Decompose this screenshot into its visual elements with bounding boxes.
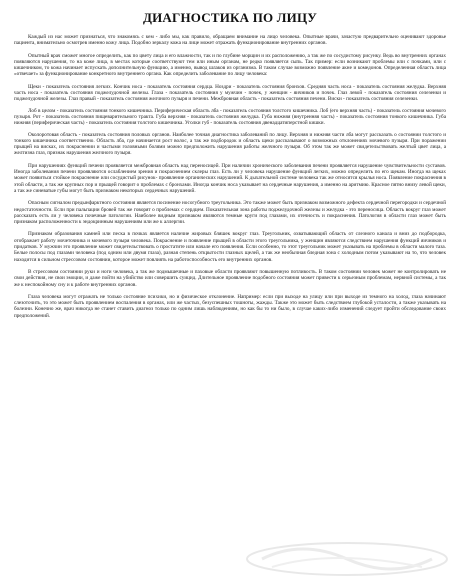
paragraph-doctor: Опытный врач сможет многое определить, как по цвету лица и его влажности, так и по глубине морщин и их расположению, а так же по сосудистому рисунку. Ведь во внутренних органах появляются нарушения, то на коже лица, в местах которые соответствуют тем или иным органам, не редко появляется сыпь. Так пример: если возникают проблемы или с почками, или с кишечником, то кожа начинает испускать дополнительную функцию, а именно, вывод шлаков из организма. В таком случае возможно появление акне и комедонов. Определенная область лица «отвечает» за функционирование конкретного внутреннего органа. Как определить заболевание по лицу человека: <box>14 52 446 78</box>
page-title: ДИАГНОСТИКА ПО ЛИЦУ <box>142 10 318 25</box>
paragraph-eyes: Глаза человека могут отражать не только состояние психики, но и физическое отклонение. Например: если при выходе на улицу или при выходе из темного на холод, глаза начинают слезоточить, то это может быть проявлением воспаления в органах, или же частых, безуспешных тошноты, жажды. Также это может быть следствием глубокой усталости, а также указывать на болезни. Конечно же, врач никогда не станет ставить диагноз только по одним лишь наблюдениям, но как бы то ни было, в случае каких-либо изменений следует пройти обследование своих предположений. <box>14 293 446 319</box>
paragraph-forehead: Лоб в целом - показатель состояния тонкого кишечника. Периферическая область лба - показатель состояния толстого кишечника. Лоб (его верхняя часть) - показатель состояния мочевого пузыря. Рот - показатель состояния пищеварительного тракта. Губа верхняя - показатель состояния желудка. Губа нижняя (внутренняя часть) - показатель состояния тонкого кишечника. Губа нижняя (периферическая часть) - показатель состояния толстого кишечника. Уголки губ - показатель состояния двенадцатиперстной кишки. <box>14 107 446 127</box>
paragraph-face-zones: Щеки - показатель состояния легких. Кончик носа - показатель состояния сердца. Ноздри - показатель состояния бронхов. Средняя часть носа - показатель состояния желудка. Верхняя часть носа - показатель состояния поджелудочной железы. Глаза - показатель состояния у мужчин - почек, у женщин - яичников и почек. Глаз левой - показатель состояния селезенки и поджелудочной железы. Глаз правый - показатель состояния желчного пузыря и печени. Межбровная область - показатель состояния печени. Виски - показатель состояния селезенки. <box>14 83 446 103</box>
paragraph-liver: При нарушениях функций печени проявляется межбровная область над переносицей. При наличии хронического заболевания печени проявляется нарушение чувствительности суставов. Иногда заболевания печени проявляются ослаблением зрения и покраснением склеры глаз. Есть ли у человека нарушение функций легких, можно определить по его щекам. Иногда на щеках может появиться стойкое покраснение или сосудистый рисунок- проявление органических нарушений. К дыхательной системе человека так же относятся крылья носа. Появление покраснения в этой области, а так же крупных пор и прыщей говорит о проблемах с бронхами. Иногда кончик носа указывает на сердечные нарушения, а именно на аритмию. Красное пятно внизу левой щеки, а так же синеватые губы могут быть признаком некоторых сердечных нарушений. <box>14 162 446 194</box>
paragraph-stress: В стрессовом состоянии руки и ноги человека, а так же подмышечные и паховые области проявляют повышенную потливость. В таком состоянии человек может не контролировать не свои действия, не свои эмоции, и даже пойти на убийство или совершить суицид. Длительное проявление подобного состояния может привести к серьезным проблемам, нервной системы, а так же к неспокойному сну и к работе внутренних органов. <box>14 268 446 288</box>
paragraph-intro: Каждый из нас может признаться, что знакомясь с кем - либо мы, как правило, обращаем внимание на лицо человека. Опытные врачи, зачастую предварительно оценивают здоровье пациента, внимательно осмотрев именно кожу лица. Подобно зеркалу кожа на лице может отражать функционирование внутренних органов. <box>14 34 446 47</box>
watermark-logo <box>242 537 452 579</box>
paragraph-mouth-area: Околоротовая область - показатель состояния половых органов. Наиболее точная диагностика заболеваний по лицу. Верхняя и нижняя части лба могут рассказать о состоянии толстого и тонкого кишечника соответственно. Область лба, где начинается рост волос, а так же подбородок и область щеки рассказывают о возможных отклонениях мочевого пузыря. При поражении прыщей на висках, их покраснении и частыми головными болями можно предположить нарушения работы желчного пузыря. Об этом так же может свидетельствовать желтый цвет лица, а желтизна глаз, признак нарушения желчного пузыря. <box>14 131 446 157</box>
paragraph-heart: Опасным сигналом предынфарктного состояния является посинение носогубного треугольника. Это также может быть признаком возможного дефекта сердечной перегородки и сердечной недостаточности. Если при пальпации бровей так же говорят о проблемах с сердцем. Показательная зона работы поджелудочной железы и желудка - это переносица. Область вокруг глаз может рассказать есть ли у человека почечные патологии. Наиболее видным признаком являются темные круги под глазами, их отечность и покраснения. Патология в области глаз может быть признаком расположенности к эндокринным нарушениям или же к аллергии. <box>14 200 446 226</box>
paragraph-kidneys: Признаком образования камней или песка в почках является наличие жировых бляшек вокруг глаз. Треугольник, охватывающий область от слезного канала и вниз до подбородка, отображает работу мочеточника и мочевого пузыря человека. Покраснение и появление прыщей в области этого треугольника, у женщин являются следствием нарушения функций яичников и придатков. У мужчин это проявление может свидетельствовать о простатите или начале его появления. Если особенно, то этот треугольник может указывать на проблемы в области малого таза. Белые полосы под глазами человека (под одним или двумя глаза), разная степень открытости глазных щелей, а так же необычная бледная зона с холодным потом указывают на то, что человек находится в сильном стрессовом состоянии, которое может повлиять на работоспособность его внутренних органов. <box>14 231 446 263</box>
